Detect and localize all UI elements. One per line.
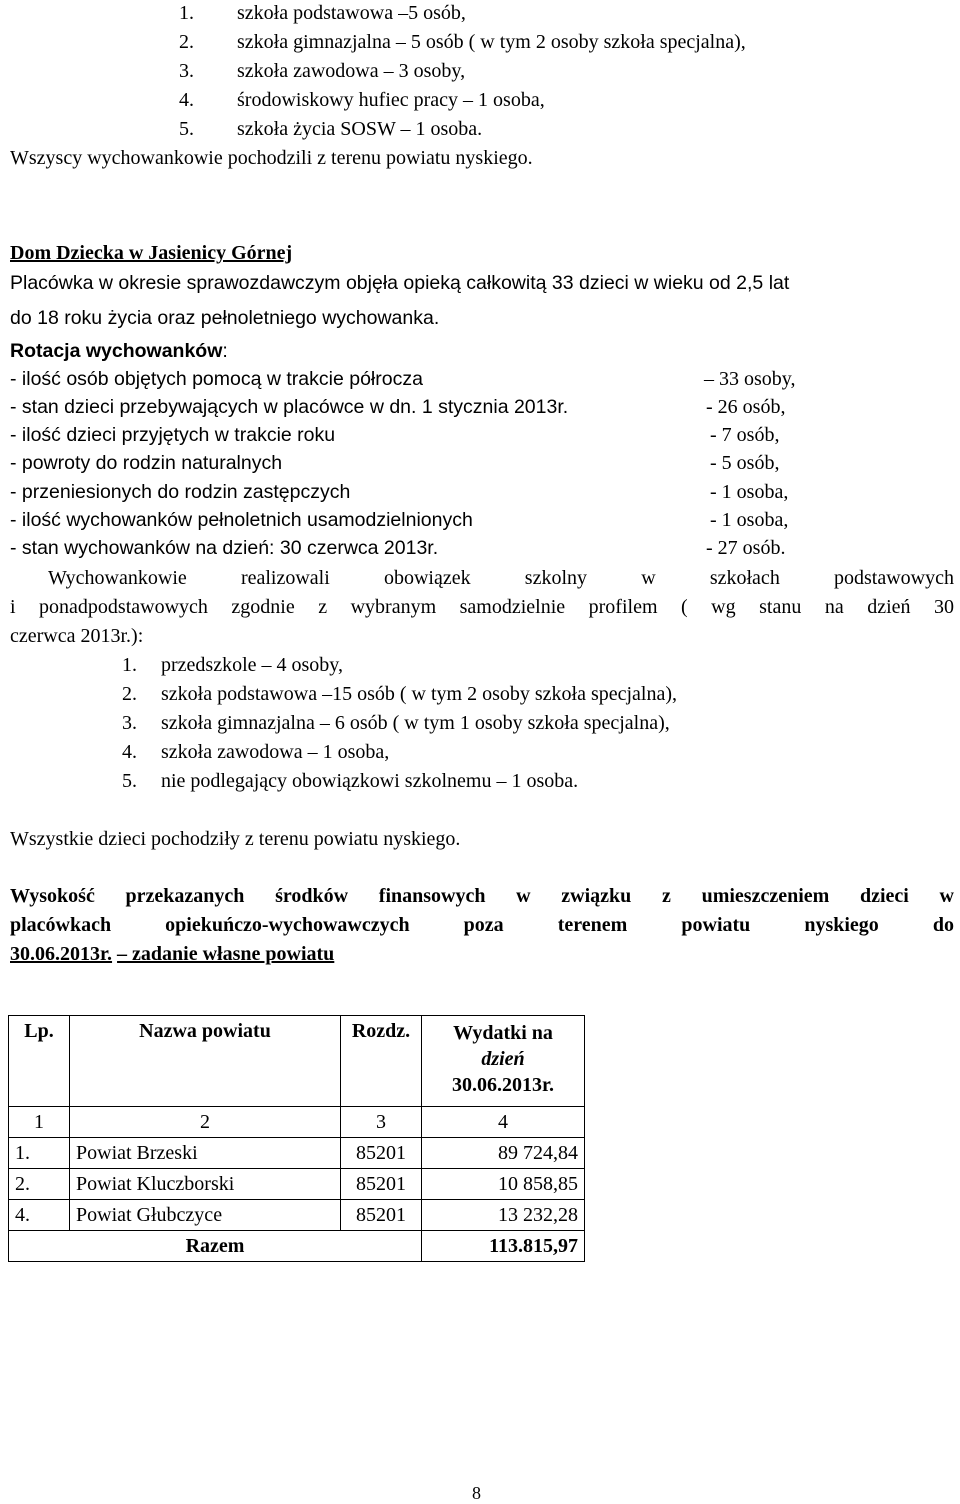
header-expenses-line-3: 30.06.2013r. (451, 1074, 555, 1096)
rotation-label: - stan wychowanków na dzień: 30 czerwca 2013r. (10, 537, 439, 559)
school-paragraph-line-3: czerwca 2013r.): (10, 625, 144, 647)
section-title: Dom Dziecka w Jasienicy Górnej (10, 242, 293, 264)
rotation-value: - 7 osób, (710, 424, 780, 446)
cell-rozdz: 85201 (341, 1200, 422, 1231)
header-expenses-line-2: dzień (481, 1048, 525, 1070)
cell-name: Powiat Brzeski (70, 1138, 341, 1169)
list-b-number: 1. (122, 654, 137, 676)
cell-amount: 13 232,28 (422, 1200, 585, 1231)
origin-note-a: Wszyscy wychowankowie pochodzili z terenu powiatu nyskiego. (10, 147, 533, 169)
list-a-item: szkoła zawodowa – 3 osoby, (237, 60, 466, 82)
cell-amount: 10 858,85 (422, 1169, 585, 1200)
list-b-number: 4. (122, 741, 137, 763)
list-b-item: szkoła zawodowa – 1 osoba, (161, 741, 390, 763)
header-expenses (422, 1016, 585, 1107)
list-a-number: 5. (179, 118, 194, 140)
page-number: 8 (472, 1483, 481, 1503)
list-b-item: przedszkole – 4 osoby, (161, 654, 343, 676)
list-b-item: szkoła gimnazjalna – 6 osób ( w tym 1 osoby szkoła specjalna), (161, 712, 670, 734)
list-b-number: 2. (122, 683, 137, 705)
finance-date: 30.06.2013r. (10, 943, 113, 965)
rotation-value: - 5 osób, (710, 452, 780, 474)
table-row (9, 1169, 585, 1200)
table-index-row (9, 1107, 585, 1138)
rotation-value: – 33 osoby, (704, 368, 796, 390)
rotation-value: - 26 osób, (706, 396, 786, 418)
table-row (9, 1200, 585, 1231)
school-paragraph-line-2: i ponadpodstawowych zgodnie z wybranym samodzielnie profilem ( wg stanu na dzień 30 (10, 596, 954, 618)
cell-lp: 1. (9, 1138, 70, 1169)
list-b-number: 5. (122, 770, 137, 792)
rotation-heading (10, 338, 228, 364)
list-a-number: 2. (179, 31, 194, 53)
total-label: Razem (9, 1231, 422, 1262)
index-cell: 2 (70, 1107, 341, 1138)
finance-heading-line-3 (10, 941, 334, 967)
list-b-item: nie podlegający obowiązkowi szkolnemu – 1 osoba. (161, 770, 579, 792)
rotation-label: Rotacja wychowanków (10, 340, 223, 362)
rotation-label: - stan dzieci przebywających w placówce w dn. 1 stycznia 2013r. (10, 396, 569, 418)
finance-table (8, 1015, 585, 1262)
list-a-item: szkoła gimnazjalna – 5 osób ( w tym 2 osoby szkoła specjalna), (237, 31, 746, 53)
list-a-number: 1. (179, 2, 194, 24)
rotation-colon: : (222, 340, 228, 362)
intro-line-1: Placówka w okresie sprawozdawczym objęła opieką całkowitą 33 dzieci w wieku od 2,5 lat (10, 272, 790, 294)
finance-heading-line-2: placówkach opiekuńczo-wychowawczych poza terenem powiatu nyskiego do (10, 914, 954, 936)
school-paragraph-line-1: Wychowankowie realizowali obowiązek szkolny w szkołach podstawowych (48, 567, 954, 589)
rotation-label: - ilość osób objętych pomocą w trakcie półrocza (10, 368, 423, 390)
rotation-label: - przeniesionych do rodzin zastępczych (10, 481, 351, 503)
table-header-row (9, 1016, 585, 1107)
header-expenses-line-1: Wydatki na (453, 1022, 553, 1044)
cell-name: Powiat Głubczyce (70, 1200, 341, 1231)
rotation-label: - powroty do rodzin naturalnych (10, 452, 283, 474)
list-a-number: 3. (179, 60, 194, 82)
index-cell: 3 (341, 1107, 422, 1138)
list-a-item: środowiskowy hufiec pracy – 1 osoba, (237, 89, 545, 111)
cell-lp: 4. (9, 1200, 70, 1231)
rotation-value: - 1 osoba, (710, 481, 789, 503)
cell-name: Powiat Kluczborski (70, 1169, 341, 1200)
intro-line-2: do 18 roku życia oraz pełnoletniego wychowanka. (10, 307, 440, 329)
rotation-value: - 1 osoba, (710, 509, 789, 531)
index-cell: 4 (422, 1107, 585, 1138)
cell-amount: 89 724,84 (422, 1138, 585, 1169)
finance-heading-line-1: Wysokość przekazanych środków finansowych w związku z umieszczeniem dzieci w (10, 885, 954, 907)
header-name: Nazwa powiatu (70, 1016, 341, 1107)
list-a-item: szkoła życia SOSW – 1 osoba. (237, 118, 483, 140)
rotation-value: - 27 osób. (706, 537, 786, 559)
header-lp: Lp. (9, 1016, 70, 1107)
origin-note-b: Wszystkie dzieci pochodziły z terenu powiatu nyskiego. (10, 828, 461, 850)
rotation-label: - ilość wychowanków pełnoletnich usamodzielnionych (10, 509, 473, 531)
list-a-number: 4. (179, 89, 194, 111)
list-b-number: 3. (122, 712, 137, 734)
table-total-row (9, 1231, 585, 1262)
cell-lp: 2. (9, 1169, 70, 1200)
list-a-item: szkoła podstawowa –5 osób, (237, 2, 466, 24)
total-value: 113.815,97 (422, 1231, 585, 1262)
cell-rozdz: 85201 (341, 1169, 422, 1200)
table-row (9, 1138, 585, 1169)
list-b-item: szkoła podstawowa –15 osób ( w tym 2 osoby szkoła specjalna), (161, 683, 678, 705)
finance-task: – zadanie własne powiatu (117, 943, 335, 965)
rotation-label: - ilość dzieci przyjętych w trakcie roku (10, 424, 336, 446)
cell-rozdz: 85201 (341, 1138, 422, 1169)
header-rozdz: Rozdz. (341, 1016, 422, 1107)
index-cell: 1 (9, 1107, 70, 1138)
